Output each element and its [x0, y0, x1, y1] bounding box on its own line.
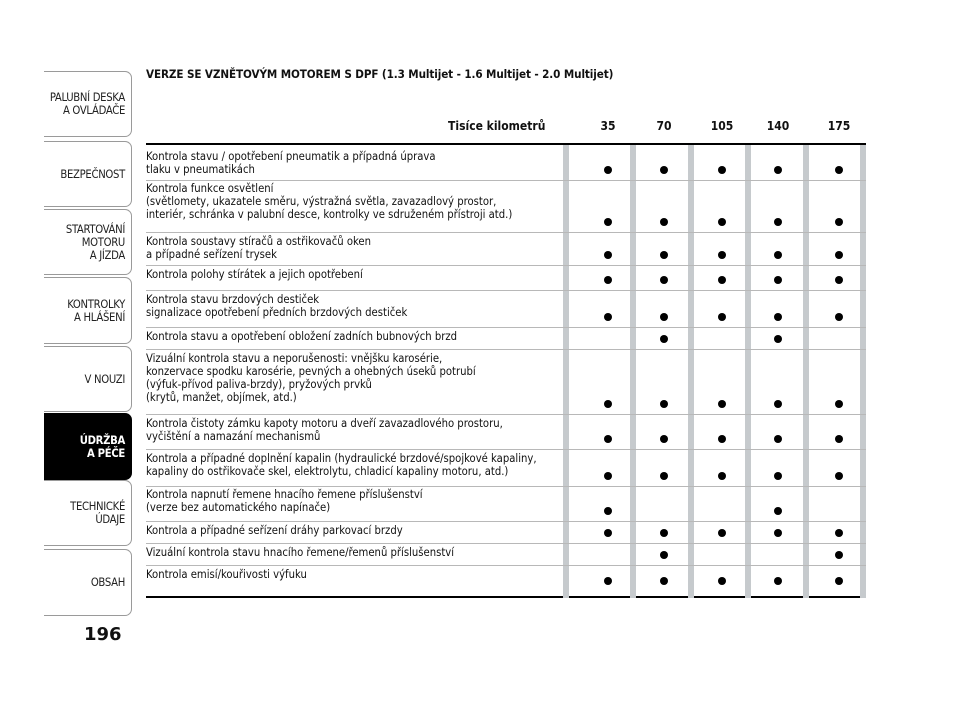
- tab-udrzba[interactable]: [44, 413, 132, 480]
- service-mark-dot: [774, 166, 782, 174]
- service-mark-dot: [604, 400, 612, 408]
- service-mark-dot: [774, 507, 782, 515]
- service-mark-dot: [660, 335, 668, 343]
- table-row-text: [146, 182, 512, 221]
- service-mark-dot: [660, 313, 668, 321]
- service-mark-dot: [835, 276, 843, 284]
- km-column-header: 70: [656, 119, 672, 133]
- service-mark-dot: [835, 577, 843, 585]
- row-text-line: Kontrola a případné doplnění kapalin (hydraulické brzdové/spojkové kapaliny,: [146, 452, 537, 465]
- tab-label-line: BEZPEČNOST: [60, 167, 125, 181]
- km-column-header: 35: [600, 119, 616, 133]
- row-text-line: konzervace spodku karosérie, pevných a ohebných úseků potrubí: [146, 365, 476, 378]
- table-row-text: [146, 524, 403, 537]
- row-text-line: Kontrola stavu brzdových destiček: [146, 293, 320, 306]
- table-row-text: [146, 150, 436, 176]
- column-divider: [563, 145, 569, 598]
- service-mark-dot: [718, 251, 726, 259]
- row-text-line: Kontrola funkce osvětlení: [146, 182, 274, 195]
- row-text-line: a případné seřízení trysek: [146, 248, 277, 261]
- service-mark-dot: [660, 472, 668, 480]
- tab-label-line: KONTROLKY: [67, 297, 125, 311]
- row-text-line: (výfuk-přívod paliva-brzdy), pryžových prvků: [146, 378, 372, 391]
- service-mark-dot: [835, 472, 843, 480]
- row-text-line: (světlomety, ukazatele směru, výstražná světla, zavazadlový prostor,: [146, 195, 497, 208]
- service-mark-dot: [835, 218, 843, 226]
- service-mark-dot: [660, 218, 668, 226]
- table-row-text: [146, 268, 363, 281]
- row-separator: [146, 486, 866, 487]
- tab-technicke-udaje[interactable]: [44, 480, 132, 546]
- km-column-header: 105: [710, 119, 734, 133]
- row-separator: [146, 565, 866, 566]
- tab-label-line: STARTOVÁNÍ: [65, 222, 125, 236]
- tab-label-line: ÚDAJE: [95, 513, 125, 526]
- table-row-text: [146, 293, 407, 319]
- service-mark-dot: [718, 166, 726, 174]
- tab-palubni-deska[interactable]: [44, 71, 132, 137]
- service-mark-dot: [660, 551, 668, 559]
- service-mark-dot: [774, 529, 782, 537]
- service-mark-dot: [718, 472, 726, 480]
- service-mark-dot: [604, 507, 612, 515]
- service-mark-dot: [774, 276, 782, 284]
- tab-label-line: ÚDRŽBA: [79, 433, 125, 447]
- service-mark-dot: [718, 529, 726, 537]
- service-mark-dot: [774, 335, 782, 343]
- row-text-line: Kontrola emisí/kouřivosti výfuku: [146, 568, 307, 581]
- row-text-line: vyčištění a namazání mechanismů: [146, 430, 321, 443]
- row-text-line: Kontrola soustavy stíračů a ostřikovačů oken: [146, 235, 371, 248]
- row-separator: [146, 521, 866, 522]
- row-text-line: Kontrola napnutí řemene hnacího řemene příslušenství: [146, 488, 423, 501]
- table-row-text: [146, 352, 476, 404]
- table-row-text: [146, 235, 371, 261]
- table-top-rule: [146, 143, 866, 145]
- service-mark-dot: [835, 551, 843, 559]
- service-mark-dot: [604, 276, 612, 284]
- column-divider: [745, 145, 751, 598]
- service-mark-dot: [774, 577, 782, 585]
- row-separator: [146, 265, 866, 266]
- service-mark-dot: [660, 251, 668, 259]
- table-row-text: [146, 568, 307, 581]
- row-separator: [146, 327, 866, 328]
- row-text-line: Kontrola stavu / opotřebení pneumatik a případná úprava: [146, 150, 436, 163]
- service-mark-dot: [774, 472, 782, 480]
- tab-label-line: TECHNICKÉ: [70, 500, 125, 513]
- service-mark-dot: [660, 435, 668, 443]
- service-mark-dot: [835, 251, 843, 259]
- row-separator: [146, 180, 866, 181]
- service-mark-dot: [835, 313, 843, 321]
- table-title: VERZE SE VZNĚTOVÝM MOTOREM S DPF (1.3 Multijet - 1.6 Multijet - 2.0 Multijet): [146, 67, 614, 81]
- tab-label-line: A OVLÁDAČE: [62, 104, 125, 117]
- row-text-line: Kontrola čistoty zámku kapoty motoru a dveří zavazadlového prostoru,: [146, 417, 503, 430]
- row-separator: [146, 232, 866, 233]
- service-mark-dot: [835, 166, 843, 174]
- tab-label-line: OBSAH: [90, 576, 125, 589]
- table-row-text: [146, 546, 454, 559]
- service-mark-dot: [718, 276, 726, 284]
- tab-obsah[interactable]: [44, 549, 132, 616]
- service-mark-dot: [604, 577, 612, 585]
- column-divider: [630, 145, 636, 598]
- service-mark-dot: [660, 400, 668, 408]
- row-text-line: (krytů, manžet, objímek, atd.): [146, 391, 297, 404]
- row-text-line: Kontrola stavu a opotřebení obložení zadních bubnových brzd: [146, 330, 458, 343]
- tab-label-line: PALUBNÍ DESKA: [49, 91, 125, 104]
- row-separator: [146, 414, 866, 415]
- row-text-line: signalizace opotřebení předních brzdových destiček: [146, 306, 408, 319]
- service-mark-dot: [660, 577, 668, 585]
- page-number: 196: [84, 624, 122, 645]
- tab-label-line: MOTORU: [81, 235, 125, 249]
- tab-label-line: A PÉČE: [86, 446, 125, 460]
- service-mark-dot: [660, 166, 668, 174]
- column-divider: [803, 145, 809, 598]
- row-separator: [146, 290, 866, 291]
- service-mark-dot: [604, 251, 612, 259]
- row-text-line: Vizuální kontrola stavu hnacího řemene/řemenů příslušenství: [146, 546, 455, 559]
- row-text-line: (verze bez automatického napínače): [146, 501, 331, 514]
- tab-label-line: A HLÁŠENÍ: [74, 310, 125, 324]
- row-text-line: Kontrola polohy stírátek a jejich opotřebení: [146, 268, 363, 281]
- service-mark-dot: [718, 435, 726, 443]
- tab-startovani[interactable]: [44, 209, 132, 275]
- tab-kontrolky[interactable]: [44, 277, 132, 344]
- row-text-line: Vizuální kontrola stavu a neporušenosti: vnějšku karosérie,: [146, 352, 443, 365]
- row-separator: [146, 449, 866, 450]
- row-text-line: kapaliny do ostřikovače skel, elektrolytu, chladicí kapaliny motoru, atd.): [146, 465, 509, 478]
- table-row-text: [146, 488, 423, 514]
- row-separator: [146, 349, 866, 350]
- km-column-header: 175: [827, 119, 851, 133]
- service-mark-dot: [774, 251, 782, 259]
- column-divider: [688, 145, 694, 598]
- service-mark-dot: [835, 400, 843, 408]
- tab-label-line: A JÍZDA: [89, 248, 125, 262]
- tab-v-nouzi[interactable]: [44, 346, 132, 412]
- km-column-header: 140: [766, 119, 790, 133]
- row-text-line: tlaku v pneumatikách: [146, 163, 255, 176]
- service-mark-dot: [604, 435, 612, 443]
- service-mark-dot: [774, 435, 782, 443]
- service-mark-dot: [774, 400, 782, 408]
- row-text-line: interiér, schránka v palubní desce, kontrolky ve sdruženém přístroji atd.): [146, 208, 513, 221]
- service-mark-dot: [604, 313, 612, 321]
- service-mark-dot: [604, 218, 612, 226]
- table-row-text: [146, 452, 537, 478]
- service-mark-dot: [774, 218, 782, 226]
- service-mark-dot: [774, 313, 782, 321]
- service-mark-dot: [835, 435, 843, 443]
- service-mark-dot: [604, 166, 612, 174]
- service-mark-dot: [604, 529, 612, 537]
- column-divider: [860, 145, 866, 598]
- service-mark-dot: [718, 577, 726, 585]
- service-mark-dot: [604, 472, 612, 480]
- service-mark-dot: [718, 218, 726, 226]
- service-mark-dot: [718, 313, 726, 321]
- row-text-line: Kontrola a případné seřízení dráhy parkovací brzdy: [146, 524, 403, 537]
- table-bottom-rule: [146, 596, 866, 598]
- row-separator: [146, 543, 866, 544]
- service-mark-dot: [660, 276, 668, 284]
- table-row-text: [146, 417, 503, 443]
- service-mark-dot: [718, 400, 726, 408]
- service-mark-dot: [835, 529, 843, 537]
- tab-bezpecnost[interactable]: [44, 141, 132, 207]
- tab-label-line: V NOUZI: [84, 372, 125, 386]
- table-row-text: [146, 330, 457, 343]
- service-mark-dot: [660, 529, 668, 537]
- km-header-label: Tisíce kilometrů: [448, 119, 546, 133]
